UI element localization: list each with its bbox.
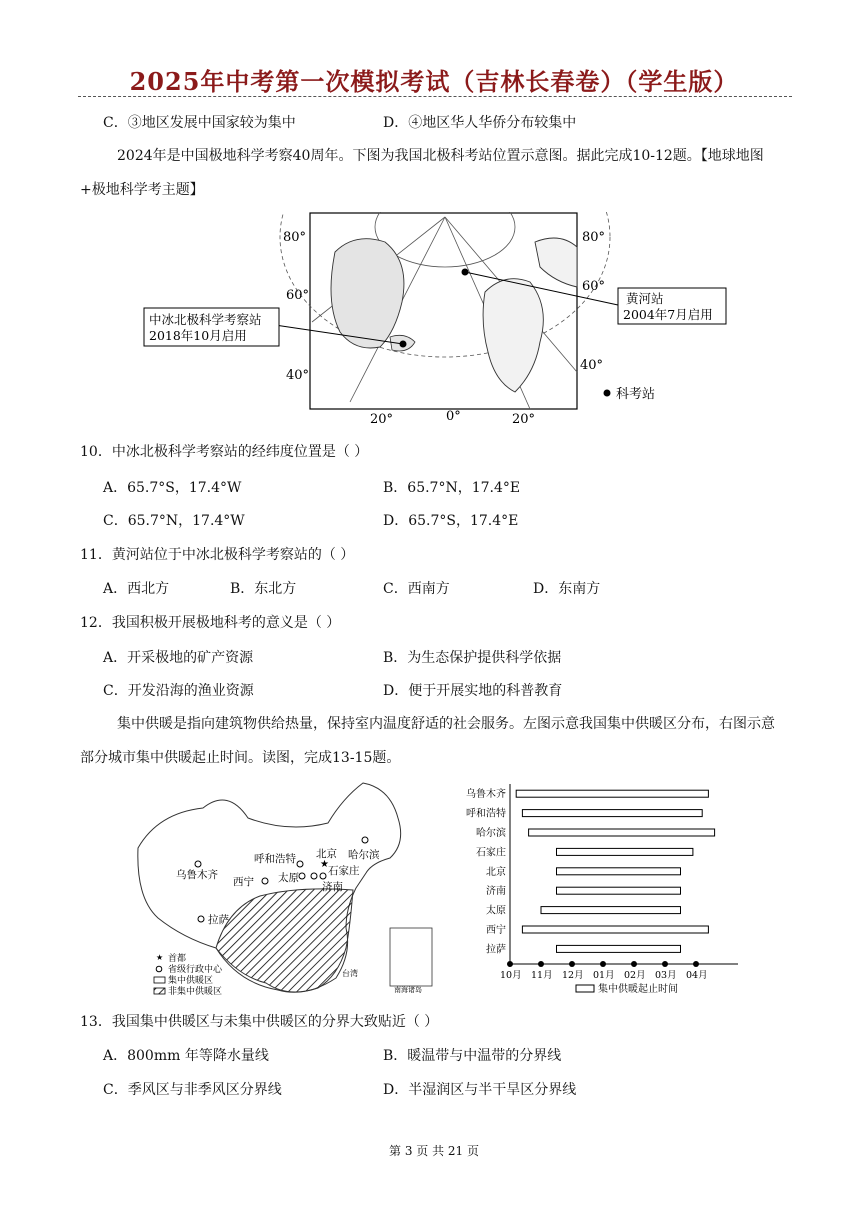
- heating-period-bar: [557, 945, 681, 952]
- lat-label-right-80: 80°: [582, 230, 606, 245]
- category-label: 石家庄: [476, 847, 506, 859]
- city-beijing: 北京: [316, 848, 337, 860]
- city-taiyuan: 太原: [278, 872, 299, 884]
- x-tick-label: 03月: [655, 970, 677, 981]
- china-heating-map: [128, 778, 448, 1003]
- x-tick-dot: [538, 961, 544, 967]
- q12-option-a: A．开采极地的矿产资源: [103, 650, 254, 666]
- question-13-stem: 13．我国集中供暖区与未集中供暖区的分界大致贴近（ ）: [80, 1014, 439, 1030]
- chart-legend-label: 集中供暖起止时间: [598, 984, 678, 995]
- question-12-stem: 12．我国积极开展极地科考的意义是（ ）: [80, 615, 341, 631]
- heating-period-bar: [557, 868, 681, 875]
- page-footer: 第 3 页 共 21 页: [389, 1144, 479, 1158]
- header-divider: [78, 96, 792, 97]
- svg-text:★: ★: [156, 953, 164, 962]
- q12-option-d: D．便于开展实地的科普教育: [383, 683, 563, 699]
- x-tick-dot: [662, 961, 668, 967]
- q13-option-d: D．半湿润区与半干旱区分界线: [383, 1082, 577, 1098]
- q12-option-c: C．开发沿海的渔业资源: [103, 683, 254, 699]
- lat-label-right-40: 40°: [580, 358, 604, 373]
- x-tick-label: 04月: [686, 970, 708, 981]
- q11-option-b: B．东北方: [230, 581, 297, 597]
- taiwan-label: 台湾: [342, 969, 358, 978]
- category-label: 拉萨: [486, 944, 506, 956]
- chart-legend-swatch: [576, 985, 594, 992]
- category-label: 乌鲁木齐: [466, 789, 506, 801]
- x-tick-dot: [507, 961, 513, 967]
- q13-option-c: C．季风区与非季风区分界线: [103, 1082, 282, 1098]
- lon-label-0: 0°: [446, 409, 461, 424]
- city-shijiazhuang: 石家庄: [328, 865, 360, 877]
- huanghe-station-name: 黄河站: [626, 291, 664, 306]
- prev-option-c: C．③地区发展中国家较为集中: [103, 115, 296, 131]
- city-harbin: 哈尔滨: [348, 849, 380, 861]
- x-tick-label: 10月: [500, 970, 522, 981]
- huanghe-station-date: 2004年7月启用: [623, 307, 713, 322]
- q11-option-a: A．西北方: [103, 581, 170, 597]
- q10-option-a: A．65.7°S，17.4°W: [103, 480, 242, 496]
- category-label: 西宁: [486, 925, 506, 936]
- x-tick-dot: [600, 961, 606, 967]
- lat-label-left-60: 60°: [286, 288, 310, 303]
- arctic-station-map: [140, 212, 740, 432]
- question-10-stem: 10．中冰北极科学考察站的经纬度位置是（ ）: [80, 444, 369, 460]
- q12-option-b: B．为生态保护提供科学依据: [383, 650, 562, 666]
- zhongbing-station-name: 中冰北极科学考察站: [149, 312, 262, 327]
- x-tick-label: 12月: [562, 970, 584, 981]
- heating-period-bar: [541, 907, 681, 914]
- heating-period-bar: [522, 810, 702, 817]
- intro-paragraph-1: 2024年是中国极地科学考察40周年。下图为我国北极科考站位置示意图。据此完成10-12题。【地球地图+极地科学考主题】: [80, 148, 764, 198]
- x-tick-dot: [631, 961, 637, 967]
- lon-label-20w: 20°: [370, 412, 394, 427]
- heating-period-chart: [450, 780, 740, 1000]
- prev-option-d: D．④地区华人华侨分布较集中: [383, 115, 577, 131]
- intro-paragraph-2: 集中供暖是指向建筑物供给热量，保持室内温度舒适的社会服务。左图示意我国集中供暖区分布，右图示意部分城市集中供暖起止时间。读图，完成13-15题。: [80, 716, 775, 766]
- q13-option-a: A．800mm 年等降水量线: [103, 1048, 269, 1064]
- city-urumqi: 乌鲁木齐: [176, 869, 218, 881]
- city-xining: 西宁: [233, 876, 254, 888]
- capital-star: ★: [320, 859, 329, 870]
- heating-period-bar: [557, 848, 693, 855]
- heating-period-bar: [516, 790, 708, 797]
- legend-non-heating-zone: 非集中供暖区: [168, 987, 223, 997]
- legend-station-label: 科考站: [616, 387, 656, 402]
- q10-option-d: D．65.7°S，17.4°E: [383, 513, 519, 529]
- q10-option-b: B．65.7°N，17.4°E: [383, 480, 521, 496]
- q11-option-d: D．东南方: [533, 581, 601, 597]
- city-hohhot: 呼和浩特: [254, 853, 296, 865]
- city-jinan: 济南: [322, 881, 343, 893]
- lat-label-right-60: 60°: [582, 279, 606, 294]
- legend-station-dot: [604, 390, 611, 397]
- q11-option-c: C．西南方: [383, 581, 450, 597]
- heating-period-bar: [522, 926, 708, 933]
- category-label: 哈尔滨: [476, 828, 506, 839]
- heating-period-bar: [557, 887, 681, 894]
- x-tick-label: 11月: [531, 970, 553, 981]
- category-label: 呼和浩特: [466, 808, 506, 820]
- lat-label-left-80: 80°: [283, 230, 307, 245]
- x-tick-label: 01月: [593, 970, 615, 981]
- q13-option-b: B．暖温带与中温带的分界线: [383, 1048, 562, 1064]
- city-lhasa: 拉萨: [208, 914, 229, 926]
- lon-label-20e: 20°: [512, 412, 536, 427]
- legend-capital: 首都: [168, 954, 187, 964]
- q10-option-c: C．65.7°N，17.4°W: [103, 513, 245, 529]
- heating-period-bar: [529, 829, 715, 836]
- legend-heating-zone: 集中供暖区: [168, 976, 214, 986]
- legend-provincial: 省级行政中心: [168, 965, 223, 975]
- x-tick-dot: [693, 961, 699, 967]
- question-11-stem: 11．黄河站位于中冰北极科学考察站的（ ）: [80, 547, 355, 563]
- lat-label-left-40: 40°: [286, 368, 310, 383]
- category-label: 太原: [486, 905, 506, 917]
- category-label: 北京: [486, 866, 506, 878]
- x-tick-dot: [569, 961, 575, 967]
- page-header-title: 2025年中考第一次模拟考试（吉林长春卷）（学生版）: [129, 67, 739, 96]
- category-label: 济南: [486, 886, 506, 898]
- inset-label: 南海诸岛: [394, 986, 422, 994]
- x-tick-label: 02月: [624, 970, 646, 981]
- zhongbing-station-date: 2018年10月启用: [149, 328, 247, 343]
